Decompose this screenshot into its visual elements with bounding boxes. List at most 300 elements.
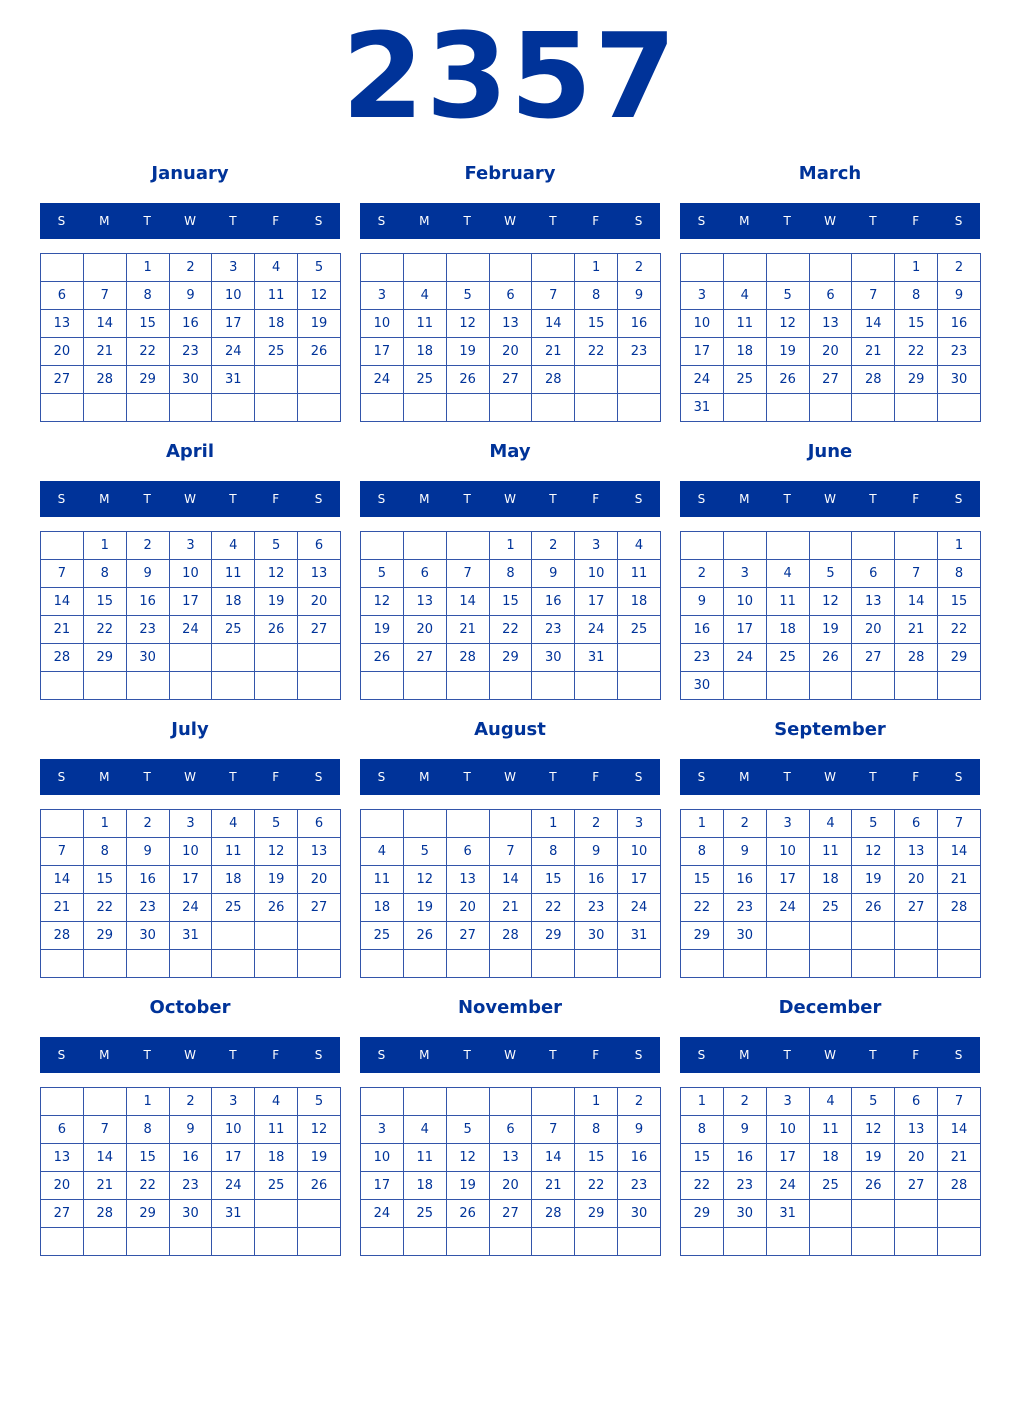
weekday-label: T (229, 1048, 237, 1062)
day-cell: 12 (255, 838, 298, 866)
empty-day-cell (361, 532, 404, 560)
day-cell: 30 (126, 644, 169, 672)
day-cell: 16 (575, 866, 618, 894)
day-cell: 22 (681, 894, 724, 922)
day-cell: 9 (681, 588, 724, 616)
empty-day-cell (618, 950, 661, 978)
day-cell: 27 (489, 366, 532, 394)
day-cell: 9 (126, 560, 169, 588)
week-row (361, 1116, 661, 1144)
day-cell: 17 (361, 1172, 404, 1200)
day-cell: 27 (446, 922, 489, 950)
day-cell: 11 (212, 838, 255, 866)
day-cell: 20 (852, 616, 895, 644)
week-row (361, 866, 661, 894)
day-cell: 28 (83, 366, 126, 394)
empty-day-cell (575, 1228, 618, 1256)
empty-day-cell (895, 1200, 938, 1228)
day-cell: 19 (361, 616, 404, 644)
day-cell: 10 (723, 588, 766, 616)
day-cell: 1 (489, 532, 532, 560)
day-cell: 14 (938, 838, 981, 866)
day-cell: 6 (41, 1116, 84, 1144)
empty-day-cell (766, 1228, 809, 1256)
weekday-label: M (99, 1048, 110, 1062)
day-cell: 2 (169, 1088, 212, 1116)
empty-day-cell (126, 1228, 169, 1256)
weekday-label: S (634, 1048, 643, 1062)
day-cell: 11 (723, 310, 766, 338)
day-cell: 13 (809, 310, 852, 338)
weekday-label: F (272, 492, 280, 506)
weekday-label: S (377, 1048, 386, 1062)
day-cell: 24 (575, 616, 618, 644)
day-cell: 27 (41, 1200, 84, 1228)
day-cell: 12 (255, 560, 298, 588)
day-cell: 2 (618, 1088, 661, 1116)
day-grid (680, 253, 981, 422)
empty-day-cell (255, 922, 298, 950)
empty-day-cell (895, 532, 938, 560)
day-cell: 6 (809, 282, 852, 310)
day-cell: 15 (83, 866, 126, 894)
empty-day-cell (895, 394, 938, 422)
empty-day-cell (723, 532, 766, 560)
day-cell: 22 (575, 1172, 618, 1200)
weekday-header (680, 481, 980, 517)
day-cell: 7 (83, 282, 126, 310)
day-cell: 8 (938, 560, 981, 588)
empty-day-cell (361, 672, 404, 700)
empty-day-cell (83, 672, 126, 700)
day-cell: 10 (361, 1144, 404, 1172)
weekday-label: S (634, 770, 643, 784)
empty-day-cell (723, 254, 766, 282)
day-cell: 3 (723, 560, 766, 588)
day-grid (360, 253, 661, 422)
weekday-label: S (314, 770, 323, 784)
day-cell: 7 (532, 1116, 575, 1144)
empty-day-cell (895, 950, 938, 978)
empty-day-cell (212, 950, 255, 978)
empty-day-cell (618, 672, 661, 700)
day-cell: 9 (723, 1116, 766, 1144)
day-cell: 11 (212, 560, 255, 588)
weekday-label: T (783, 214, 791, 228)
day-cell: 29 (681, 1200, 724, 1228)
day-cell: 5 (298, 1088, 341, 1116)
day-cell: 25 (809, 894, 852, 922)
day-grid (680, 1087, 981, 1256)
week-row (41, 894, 341, 922)
day-cell: 5 (361, 560, 404, 588)
weekday-label: S (634, 492, 643, 506)
day-cell: 8 (83, 560, 126, 588)
day-cell: 30 (575, 922, 618, 950)
week-row (41, 1228, 341, 1256)
day-cell: 4 (255, 254, 298, 282)
empty-day-cell (766, 950, 809, 978)
day-cell: 28 (938, 1172, 981, 1200)
day-cell: 21 (83, 1172, 126, 1200)
empty-day-cell (83, 950, 126, 978)
day-cell: 26 (255, 894, 298, 922)
weekday-label: W (824, 214, 836, 228)
weekday-header (40, 481, 340, 517)
weekday-label: S (57, 770, 66, 784)
day-cell: 28 (41, 644, 84, 672)
week-row (681, 922, 981, 950)
weekday-label: F (592, 214, 600, 228)
day-cell: 29 (895, 366, 938, 394)
week-row (681, 1172, 981, 1200)
week-row (681, 1200, 981, 1228)
day-cell: 29 (126, 1200, 169, 1228)
week-row (41, 616, 341, 644)
weekday-label: S (954, 1048, 963, 1062)
day-cell: 7 (83, 1116, 126, 1144)
week-row (361, 394, 661, 422)
day-cell: 13 (41, 1144, 84, 1172)
day-grid (360, 531, 661, 700)
weekday-label: S (57, 1048, 66, 1062)
empty-day-cell (852, 254, 895, 282)
week-row (41, 1116, 341, 1144)
day-cell: 16 (532, 588, 575, 616)
day-cell: 22 (938, 616, 981, 644)
day-cell: 22 (126, 1172, 169, 1200)
day-cell: 20 (41, 1172, 84, 1200)
weekday-label: T (783, 770, 791, 784)
weekday-label: M (739, 492, 750, 506)
week-row (41, 1200, 341, 1228)
weekday-label: S (377, 214, 386, 228)
day-cell: 23 (681, 644, 724, 672)
day-cell: 17 (618, 866, 661, 894)
week-row (681, 560, 981, 588)
day-cell: 12 (298, 1116, 341, 1144)
month-name: February (464, 163, 556, 184)
day-cell: 19 (766, 338, 809, 366)
week-row (41, 282, 341, 310)
day-cell: 9 (723, 838, 766, 866)
day-cell: 30 (618, 1200, 661, 1228)
day-cell: 27 (809, 366, 852, 394)
day-cell: 28 (532, 1200, 575, 1228)
month-name: July (171, 719, 209, 740)
day-cell: 10 (169, 560, 212, 588)
empty-day-cell (169, 1228, 212, 1256)
week-row (361, 282, 661, 310)
week-row (41, 394, 341, 422)
day-cell: 8 (575, 282, 618, 310)
weekday-label: M (99, 214, 110, 228)
weekday-label: T (549, 492, 557, 506)
day-cell: 3 (212, 1088, 255, 1116)
week-row (361, 1228, 661, 1256)
day-cell: 30 (126, 922, 169, 950)
day-cell: 3 (681, 282, 724, 310)
day-cell: 27 (403, 644, 446, 672)
week-row (681, 838, 981, 866)
weekday-label: W (504, 770, 516, 784)
day-cell: 14 (938, 1116, 981, 1144)
day-cell: 4 (809, 810, 852, 838)
day-cell: 1 (681, 810, 724, 838)
day-grid (360, 809, 661, 978)
week-row (361, 950, 661, 978)
day-grid (40, 809, 341, 978)
day-cell: 20 (298, 588, 341, 616)
empty-day-cell (361, 254, 404, 282)
day-cell: 30 (723, 922, 766, 950)
month-name: October (149, 997, 231, 1018)
day-cell: 18 (255, 1144, 298, 1172)
weekday-label: S (377, 770, 386, 784)
week-row (681, 338, 981, 366)
day-cell: 11 (809, 1116, 852, 1144)
day-cell: 26 (446, 1200, 489, 1228)
day-cell: 7 (489, 838, 532, 866)
empty-day-cell (938, 922, 981, 950)
empty-day-cell (489, 672, 532, 700)
day-cell: 21 (532, 338, 575, 366)
empty-day-cell (255, 672, 298, 700)
day-cell: 23 (723, 894, 766, 922)
day-cell: 8 (532, 838, 575, 866)
day-cell: 21 (895, 616, 938, 644)
day-cell: 23 (532, 616, 575, 644)
day-cell: 12 (403, 866, 446, 894)
day-cell: 12 (446, 1144, 489, 1172)
empty-day-cell (126, 394, 169, 422)
week-row (361, 838, 661, 866)
week-row (41, 366, 341, 394)
weekday-header (360, 203, 660, 239)
weekday-header (680, 203, 980, 239)
day-cell: 12 (766, 310, 809, 338)
day-cell: 12 (298, 282, 341, 310)
day-cell: 31 (618, 922, 661, 950)
day-cell: 3 (575, 532, 618, 560)
day-grid (40, 531, 341, 700)
week-row (361, 644, 661, 672)
day-cell: 22 (681, 1172, 724, 1200)
empty-day-cell (169, 672, 212, 700)
empty-day-cell (938, 950, 981, 978)
day-cell: 3 (361, 1116, 404, 1144)
day-cell: 12 (446, 310, 489, 338)
day-cell: 23 (169, 338, 212, 366)
day-cell: 14 (83, 1144, 126, 1172)
week-row (41, 1088, 341, 1116)
empty-day-cell (575, 672, 618, 700)
day-cell: 6 (489, 282, 532, 310)
day-cell: 30 (681, 672, 724, 700)
empty-day-cell (361, 1228, 404, 1256)
week-row (681, 1228, 981, 1256)
day-cell: 5 (403, 838, 446, 866)
day-cell: 23 (126, 894, 169, 922)
day-cell: 13 (298, 838, 341, 866)
day-cell: 20 (403, 616, 446, 644)
day-cell: 6 (489, 1116, 532, 1144)
day-cell: 28 (532, 366, 575, 394)
empty-day-cell (489, 950, 532, 978)
day-cell: 23 (126, 616, 169, 644)
day-cell: 11 (361, 866, 404, 894)
weekday-header (360, 1037, 660, 1073)
empty-day-cell (298, 1228, 341, 1256)
weekday-label: S (954, 214, 963, 228)
day-cell: 1 (575, 1088, 618, 1116)
day-cell: 31 (212, 1200, 255, 1228)
week-row (681, 366, 981, 394)
day-cell: 25 (255, 1172, 298, 1200)
empty-day-cell (298, 672, 341, 700)
weekday-header (680, 759, 980, 795)
day-cell: 26 (403, 922, 446, 950)
empty-day-cell (895, 1228, 938, 1256)
empty-day-cell (489, 1228, 532, 1256)
day-cell: 27 (41, 366, 84, 394)
day-cell: 21 (532, 1172, 575, 1200)
weekday-label: F (592, 1048, 600, 1062)
day-cell: 20 (298, 866, 341, 894)
empty-day-cell (169, 644, 212, 672)
day-cell: 19 (446, 338, 489, 366)
week-row (41, 588, 341, 616)
day-cell: 24 (361, 1200, 404, 1228)
day-cell: 2 (169, 254, 212, 282)
day-cell: 14 (532, 1144, 575, 1172)
day-cell: 19 (255, 588, 298, 616)
empty-day-cell (809, 394, 852, 422)
day-cell: 10 (575, 560, 618, 588)
day-cell: 5 (255, 810, 298, 838)
day-cell: 8 (895, 282, 938, 310)
weekday-label: S (697, 1048, 706, 1062)
day-cell: 22 (895, 338, 938, 366)
day-cell: 25 (361, 922, 404, 950)
year-title: 2357 (341, 7, 679, 145)
week-row (361, 810, 661, 838)
weekday-label: T (869, 214, 877, 228)
empty-day-cell (255, 1200, 298, 1228)
day-cell: 10 (766, 838, 809, 866)
empty-day-cell (403, 810, 446, 838)
day-cell: 13 (895, 1116, 938, 1144)
day-cell: 21 (41, 616, 84, 644)
day-cell: 12 (809, 588, 852, 616)
empty-day-cell (403, 1228, 446, 1256)
day-cell: 15 (575, 310, 618, 338)
day-cell: 9 (126, 838, 169, 866)
day-cell: 23 (618, 1172, 661, 1200)
weekday-label: S (377, 492, 386, 506)
day-cell: 18 (723, 338, 766, 366)
weekday-label: W (184, 1048, 196, 1062)
empty-day-cell (169, 950, 212, 978)
day-cell: 22 (575, 338, 618, 366)
day-cell: 19 (852, 866, 895, 894)
week-row (361, 894, 661, 922)
day-cell: 3 (361, 282, 404, 310)
day-cell: 15 (532, 866, 575, 894)
weekday-label: M (419, 492, 430, 506)
empty-day-cell (532, 672, 575, 700)
day-cell: 25 (403, 1200, 446, 1228)
day-cell: 2 (681, 560, 724, 588)
day-cell: 3 (169, 532, 212, 560)
day-cell: 25 (403, 366, 446, 394)
empty-day-cell (766, 532, 809, 560)
day-cell: 21 (489, 894, 532, 922)
empty-day-cell (852, 394, 895, 422)
empty-day-cell (361, 1088, 404, 1116)
day-cell: 16 (938, 310, 981, 338)
day-cell: 5 (852, 1088, 895, 1116)
empty-day-cell (852, 922, 895, 950)
day-cell: 11 (618, 560, 661, 588)
day-cell: 17 (212, 1144, 255, 1172)
day-cell: 21 (83, 338, 126, 366)
weekday-header (360, 759, 660, 795)
weekday-label: T (463, 492, 471, 506)
empty-day-cell (809, 950, 852, 978)
day-cell: 19 (403, 894, 446, 922)
day-cell: 1 (126, 254, 169, 282)
day-cell: 3 (169, 810, 212, 838)
day-cell: 1 (83, 810, 126, 838)
day-cell: 15 (126, 310, 169, 338)
empty-day-cell (446, 672, 489, 700)
weekday-label: M (739, 214, 750, 228)
day-cell: 7 (446, 560, 489, 588)
day-grid (680, 809, 981, 978)
day-cell: 6 (895, 810, 938, 838)
day-cell: 2 (723, 810, 766, 838)
day-cell: 20 (489, 338, 532, 366)
day-cell: 27 (852, 644, 895, 672)
weekday-label: T (783, 492, 791, 506)
week-row (361, 366, 661, 394)
day-cell: 12 (361, 588, 404, 616)
week-row (681, 1116, 981, 1144)
day-cell: 27 (298, 894, 341, 922)
weekday-label: T (229, 770, 237, 784)
week-row (681, 588, 981, 616)
day-cell: 28 (895, 644, 938, 672)
day-cell: 15 (575, 1144, 618, 1172)
weekday-label: T (783, 1048, 791, 1062)
week-row (681, 672, 981, 700)
day-cell: 2 (575, 810, 618, 838)
day-cell: 15 (681, 866, 724, 894)
empty-day-cell (809, 1228, 852, 1256)
empty-day-cell (766, 394, 809, 422)
weekday-header (40, 759, 340, 795)
day-cell: 18 (403, 338, 446, 366)
day-cell: 24 (766, 1172, 809, 1200)
empty-day-cell (766, 922, 809, 950)
day-cell: 14 (852, 310, 895, 338)
day-cell: 21 (938, 1144, 981, 1172)
week-row (361, 616, 661, 644)
day-cell: 22 (532, 894, 575, 922)
day-cell: 10 (681, 310, 724, 338)
day-cell: 14 (895, 588, 938, 616)
